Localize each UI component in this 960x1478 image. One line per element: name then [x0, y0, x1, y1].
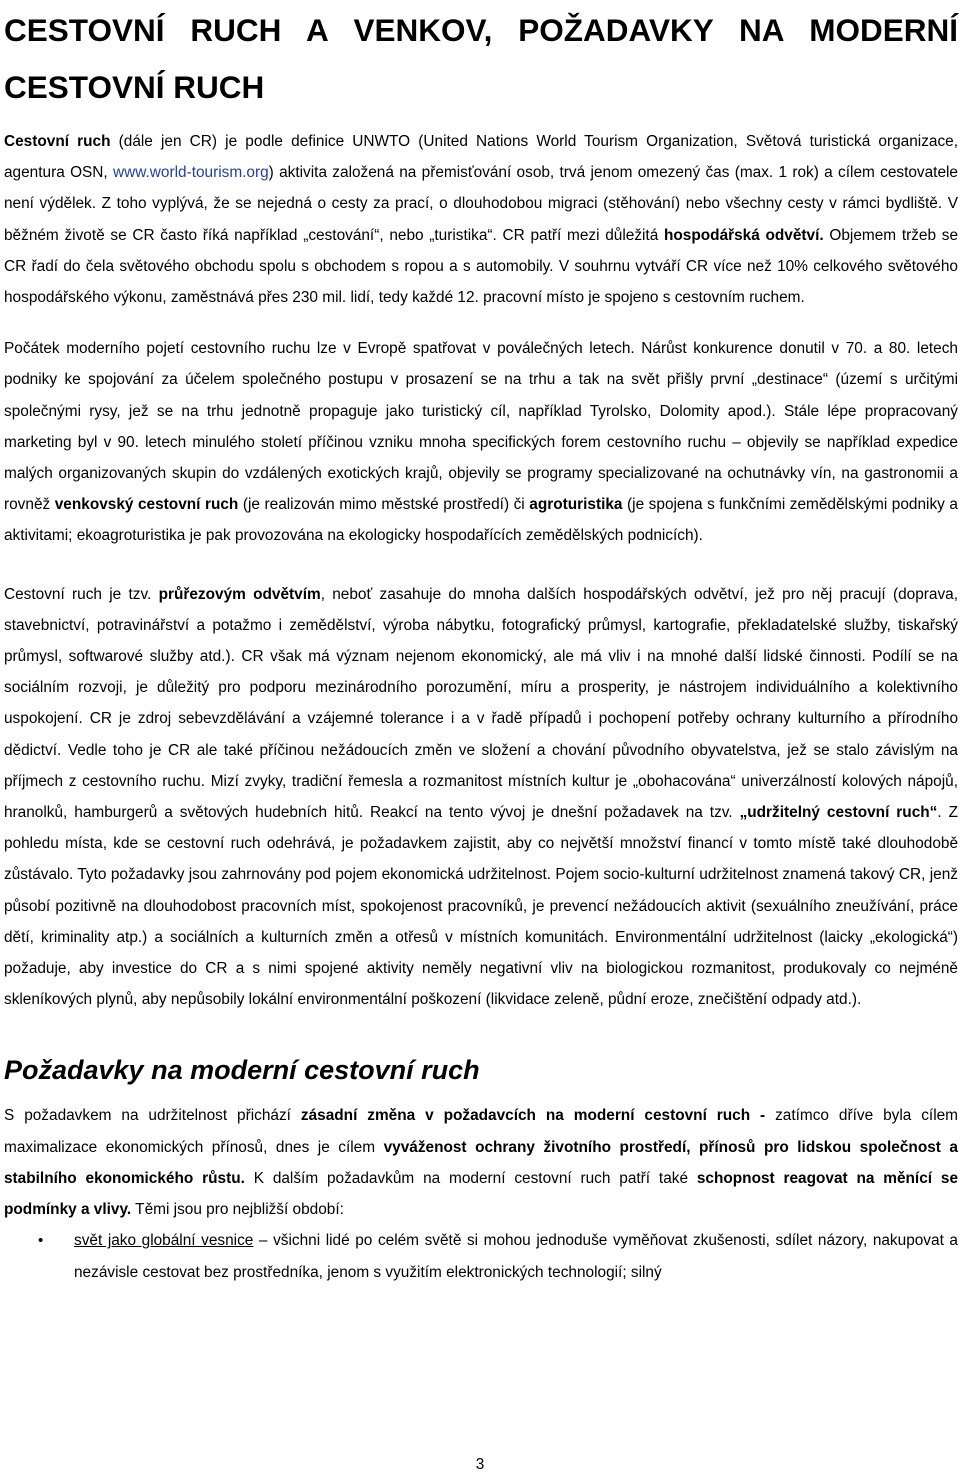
paragraph-text: Těmi jsou pro nejbližší období:: [131, 1201, 344, 1219]
bold-term-udrzitelny-cestovni-ruch: „udržitelný cestovní ruch“: [739, 804, 938, 822]
unwto-link[interactable]: www.world-tourism.org: [113, 164, 269, 182]
bold-term-agroturistika: agroturistika: [529, 496, 623, 514]
bold-term-pruzezove-odvetvi: průřezovým odvětvím: [158, 585, 321, 603]
paragraph-text: , neboť zasahuje do mnoha dalších hospodářských odvětví, jež pro něj pracují (doprava, stavebnictví, potravinářství a potažmo i zemědělství, výroba nábytku, fotografický průmysl, kartografie, překladatelské služby, tiskařský průmysl, softwarové služby atd.). CR však má význam nejenom ekonomický, ale má vliv i na mnohé další lidské činnosti. Podílí se na sociálním rozvoji, je důležitý pro podporu mezinárodního porozumění, míru a prosperity, je nástrojem individuálního a kolektivního uspokojení. CR je zdroj sebevzdělávání a vzájemné tolerance i a v řadě případů i pochopení potřeby ochrany kulturního a přírodního dědictví. Vedle toho je CR ale také příčinou nežádoucích změn ve složení a chování původního obyvatelstva, jež se stalo závislým na příjmech z cestovního ruchu. Mizí zvyky, tradiční řemesla a rozmanitost místních kultur je „obohacována“ univerzálností kolových nápojů, hranolků, hamburgerů a světových hudebních hitů. Reakcí na tento vývoj je dnešní požadavek na tzv.: [4, 585, 958, 822]
bold-term-hospodarska-odvetvi: hospodářská odvětví.: [664, 226, 824, 244]
underlined-term: svět jako globální vesnice: [74, 1232, 254, 1250]
paragraph-text: . Z pohledu místa, kde se cestovní ruch odehrává, je požadavkem zajistit, aby co největší množství financí v tomto místě také dlouhodobě zůstávalo. Tyto požadavky jsou zahrnovány pod pojem ekonomická udržitelnost. Pojem socio-kulturní udržitelnost znamená takový CR, jenž působí pozitivně na dlouhodobost pracovních míst, spokojenost pracovníků, je prevencí nežádoucích aktivit (sexuálního zneužívání, práce dětí, kriminality atp.) a sociálních a kulturních změn a otřesů v místních komunitách. Environmentální udržitelnost (laicky „ekologická“) požaduje, aby investice do CR a s nimi spojené aktivity neměly negativní vliv na biologickou rozmanitost, produkovaly co nejméně skleníkových plynů, aby nepůsobily lokální environmentální poškození (likvidace zeleně, půdní eroze, znečištění odpady atd.).: [4, 804, 958, 1009]
list-item-text: – všichni lidé po celém světě si mohou jednoduše vyměňovat zkušenosti, sdílet názory, nakupovat a nezávisle cestovat bez prostředníka, jenom s využitím elektronických technologií; silný: [74, 1232, 958, 1281]
bold-term-cestovni-ruch: Cestovní ruch: [4, 133, 111, 150]
paragraph-text: ) aktivita založená na přemisťování osob, trvá jenom omezený čas (max. 1 rok) a cílem cestovatele není výdělek. Z toho vyplývá, že se nejedná o cesty za prací, o dlouhodobou migraci (stěhování) nebo všechny cesty v rámci bydliště. V běžném životě se CR často říká například „cestování“, nebo „turistika“. CR patří mezi důležitá: [4, 164, 958, 244]
list-item: [4, 1225, 958, 1287]
document-page: [4, 0, 958, 1288]
paragraph-text: (je spojena s funkčními zemědělskými podniky a aktivitami; ekoagroturistika je pak provozována na ekologicky hospodařících zemědělských podnicích).: [4, 496, 958, 545]
paragraph-text: (dále jen CR) je podle definice UNWTO (United Nations World Tourism Organization, Světová turistická organizace, agentura OSN,: [4, 133, 958, 182]
document-heading: CESTOVNÍ RUCH A VENKOV, POŽADAVKY NA MODERNÍ CESTOVNÍ RUCH: [4, 12, 958, 105]
bullet-icon: •: [38, 1232, 44, 1250]
paragraph-text: S požadavkem na udržitelnost přichází: [4, 1107, 301, 1125]
paragraph-text: Objemem tržeb se CR řadí do čela světového obchodu spolu s obchodem s ropou a s automobily. V souhrnu vytváří CR více než 10% celkového světového hospodářského výkonu, zaměstnává přes 230 mil. lidí, tedy každé 12. pracovní místo je spojeno s cestovním ruchem.: [4, 226, 959, 307]
paragraph-text: zatímco dříve byla cílem maximalizace ekonomických přínosů, dnes je cílem: [4, 1107, 958, 1156]
bold-term-vyvazenost: vyváženost ochrany životního prostředí, přínosů pro lidskou společnost a stabilního ekonomického růstu.: [4, 1138, 958, 1187]
paragraph-text: Cestovní ruch je tzv.: [4, 585, 159, 603]
section-subheading: Požadavky na moderní cestovní ruch: [4, 1055, 480, 1086]
bold-term-schopnost-reagovat: schopnost reagovat na měnící se podmínky a vlivy.: [4, 1169, 958, 1219]
page-number: 3: [475, 1456, 485, 1473]
paragraph-text: Počátek moderního pojetí cestovního ruchu lze v Evropě spatřovat v poválečných letech. Nárůst konkurence donutil v 70. a 80. letech podniky ke spojování za účelem společného postupu v prosazení se na trhu a tak na svět přišly první „destinace“ (území s určitými společnými rysy, jež se na trhu jednotně propaguje jako turistický cíl, například Tyrolsko, Dolomity apod.). Stále lépe propracovaný marketing byl v 90. letech minulého století příčinou vzniku mnoha specifických forem cestovního ruchu – objevily se například expedice malých organizovaných skupin do vzdálených exotických krajů, objevily se programy specializované na ochutnávky vín, na gastronomii a rovněž: [4, 340, 958, 514]
bold-term-zasadni-zmena: zásadní změna v požadavcích na moderní cestovní ruch -: [300, 1107, 766, 1125]
paragraph-requirements: [4, 1100, 958, 1225]
paragraph-text: K dalším požadavkům na moderní cestovní ruch patří také: [244, 1169, 697, 1187]
paragraph-cross-sector: [4, 579, 958, 1016]
paragraph-history: [4, 333, 958, 551]
paragraph-definition: [4, 126, 958, 313]
bold-term-venkovsky-cestovni-ruch: venkovský cestovní ruch: [54, 496, 239, 514]
requirements-list: [4, 1225, 958, 1287]
paragraph-text: (je realizován mimo městské prostředí) či: [238, 496, 530, 514]
